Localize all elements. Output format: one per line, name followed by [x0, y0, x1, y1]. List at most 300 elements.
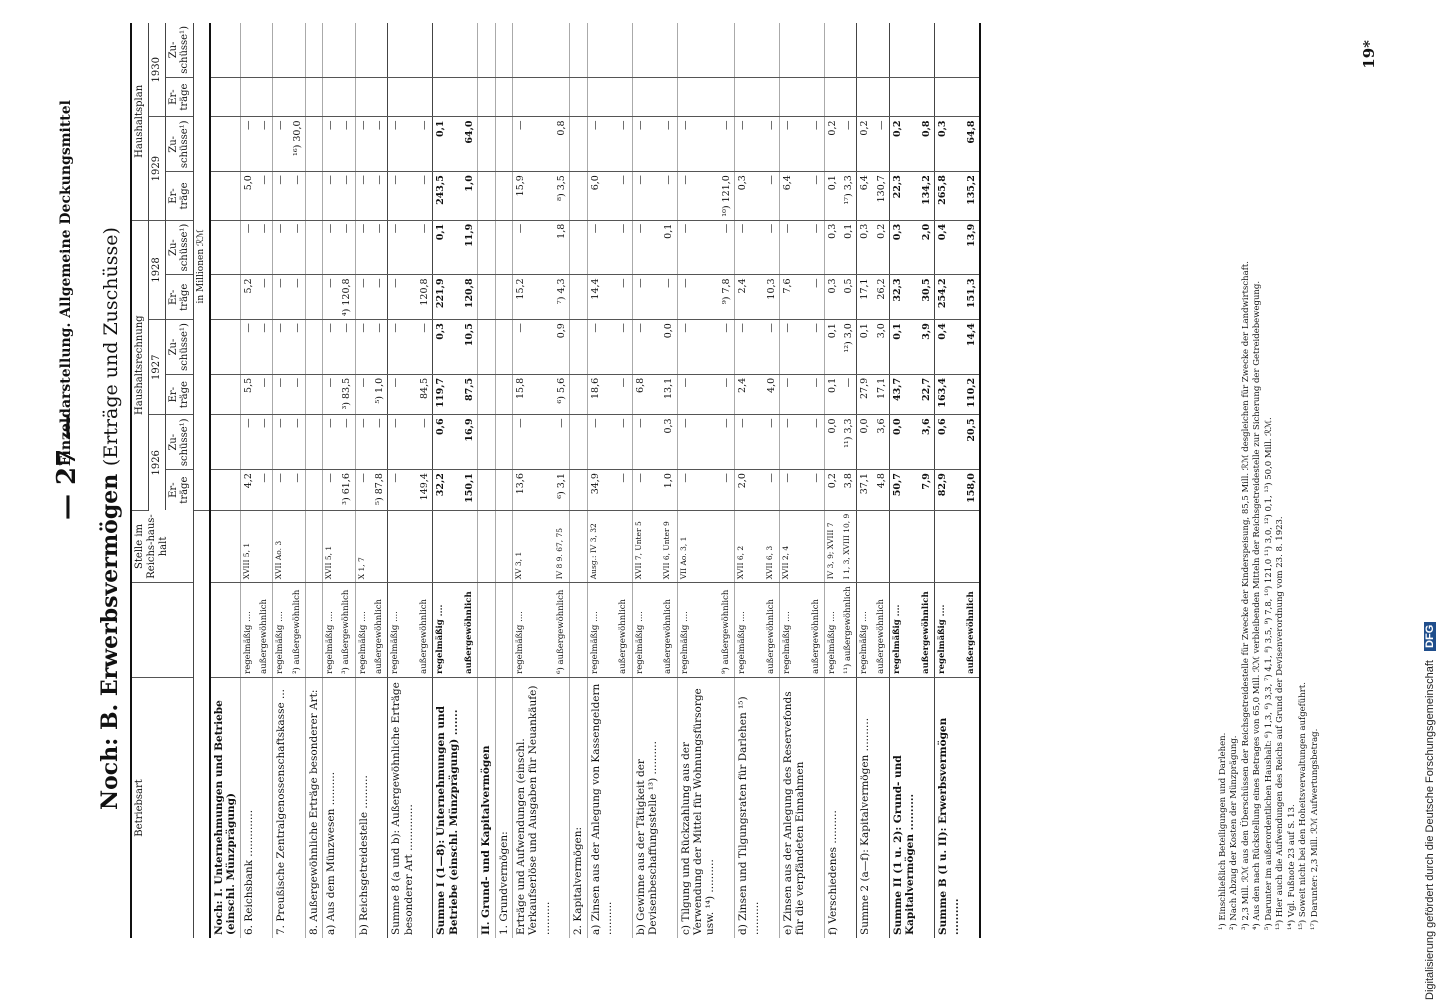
value-cell	[257, 23, 273, 77]
row-label	[339, 677, 355, 938]
value-cell: 0,4	[934, 220, 963, 275]
value-cell: —	[719, 374, 735, 415]
col-zuschuesse-1926: Zu-schüsse¹)	[165, 415, 194, 470]
value-cell: 0,1	[824, 374, 841, 415]
table-row	[841, 23, 857, 938]
value-cell	[809, 77, 825, 117]
value-cell: 0,3	[857, 220, 874, 275]
value-cell: 120,8	[417, 275, 433, 320]
value-cell	[478, 220, 495, 275]
value-cell: 5,2	[240, 275, 257, 320]
value-cell	[632, 77, 661, 117]
value-cell: —	[734, 117, 763, 172]
value-cell: 37,1	[857, 470, 874, 511]
col-year-1928: 1928	[148, 220, 165, 319]
value-cell: —	[323, 374, 340, 415]
value-cell: 13,1	[661, 374, 677, 415]
value-cell: 0,1	[661, 220, 677, 275]
col-year-1930: 1930	[148, 23, 165, 117]
row-label	[554, 677, 570, 938]
value-cell: 2,4	[734, 374, 763, 415]
value-cell	[478, 23, 495, 77]
row-ref: Ausg.: IV 3, 32	[587, 510, 616, 583]
value-cell: —	[372, 415, 388, 470]
value-cell	[824, 23, 841, 77]
col-zuschuesse-1928: Zu-schüsse¹)	[165, 220, 194, 275]
value-cell: 6,4	[779, 172, 808, 221]
row-ref	[889, 510, 918, 583]
col-zuschuesse-1930: Zu-schüsse¹)	[165, 23, 194, 77]
value-cell: —	[734, 220, 763, 275]
value-cell	[210, 470, 240, 511]
value-cell: 32,2	[433, 470, 462, 511]
row-label	[257, 677, 273, 938]
value-cell	[764, 77, 780, 117]
value-cell	[857, 77, 874, 117]
value-cell	[495, 172, 512, 221]
value-cell: 34,9	[587, 470, 616, 511]
value-cell: —	[339, 220, 355, 275]
page-header	[52, 30, 92, 820]
value-cell: 11,9	[462, 220, 478, 275]
value-cell: —	[719, 470, 735, 511]
row-label	[874, 677, 890, 938]
value-cell	[462, 77, 478, 117]
value-cell: —	[632, 275, 661, 320]
value-cell: 4,0	[764, 374, 780, 415]
value-cell: —	[273, 220, 290, 275]
value-cell	[305, 77, 322, 117]
value-cell: 26,2	[874, 275, 890, 320]
row-kind	[570, 583, 587, 678]
value-cell	[210, 275, 240, 320]
value-cell: —	[355, 320, 372, 375]
row-kind: ³) außergewöhnlich	[339, 583, 355, 678]
row-label: b) Gewinne aus der Tätigkeit der Devisenbeschaffungsstelle ¹³) ..........	[632, 677, 661, 938]
value-cell: —	[779, 470, 808, 511]
col-ertraege-1929: Er-träge	[165, 172, 194, 221]
row-ref	[388, 510, 417, 583]
value-cell: 254,2	[934, 275, 963, 320]
value-cell: —	[587, 320, 616, 375]
value-cell: —	[355, 470, 372, 511]
row-ref: XV 3, 1	[512, 510, 554, 583]
value-cell: —	[417, 220, 433, 275]
value-cell: —	[512, 220, 554, 275]
value-cell: —	[355, 172, 372, 221]
value-cell: 0,0	[857, 415, 874, 470]
value-cell: —	[290, 172, 306, 221]
value-cell: —	[874, 117, 890, 172]
row-label	[919, 677, 935, 938]
value-cell: —	[290, 415, 306, 470]
value-cell: 0,1	[841, 220, 857, 275]
row-ref	[417, 510, 433, 583]
value-cell	[305, 415, 322, 470]
value-cell: 0,0	[889, 415, 918, 470]
table-row	[388, 23, 417, 938]
value-cell	[305, 172, 322, 221]
value-cell	[779, 23, 808, 77]
row-kind: regelmäßig ....	[355, 583, 372, 678]
value-cell: —	[616, 470, 632, 511]
value-cell: ⁶) 3,1	[554, 470, 570, 511]
value-cell: ¹⁷) 3,3	[841, 172, 857, 221]
value-cell: —	[323, 117, 340, 172]
value-cell: —	[632, 220, 661, 275]
row-label: Noch: I. Unternehmungen und Betriebe (einschl. Münzprägung)	[212, 700, 238, 935]
value-cell: 0,1	[433, 220, 462, 275]
value-cell: —	[257, 220, 273, 275]
col-stelle: Stelle im Reichs-haus-halt	[131, 510, 194, 583]
footnote: ⁴) Aus den nach Rückstellung eines Betrages von 65,0 Mill. ℛℳ verbleibenden Mitteln der Reichsgetreidestelle zur Sicherung der Getreidebewegung.	[1252, 280, 1263, 930]
value-cell	[240, 23, 257, 77]
value-cell	[809, 23, 825, 77]
value-cell: 6,8	[632, 374, 661, 415]
row-kind: regelmäßig ....	[323, 583, 340, 678]
table-row	[570, 23, 587, 938]
value-cell: 13,6	[512, 470, 554, 511]
value-cell: —	[779, 220, 808, 275]
value-cell: 0,6	[934, 415, 963, 470]
value-cell	[677, 23, 719, 77]
value-cell	[478, 470, 495, 511]
row-kind: außergewöhnlich	[616, 583, 632, 678]
row-ref	[719, 510, 735, 583]
value-cell	[661, 23, 677, 77]
value-cell	[934, 77, 963, 117]
value-cell	[305, 275, 322, 320]
value-cell	[889, 77, 918, 117]
value-cell: 22,7	[919, 374, 935, 415]
col-kind	[131, 583, 194, 678]
value-cell	[734, 77, 763, 117]
value-cell	[587, 77, 616, 117]
table-row	[661, 23, 677, 938]
value-cell: —	[323, 415, 340, 470]
value-cell: 18,6	[587, 374, 616, 415]
value-cell	[495, 374, 512, 415]
table-row	[764, 23, 780, 938]
value-cell	[240, 77, 257, 117]
value-cell: ⁴) 120,8	[339, 275, 355, 320]
value-cell: —	[290, 275, 306, 320]
value-cell: 13,9	[964, 220, 980, 275]
table-row	[433, 23, 462, 938]
table-row	[779, 23, 808, 938]
value-cell: 150,1	[462, 470, 478, 511]
row-kind: regelmäßig ....	[512, 583, 554, 678]
value-cell: 82,9	[934, 470, 963, 511]
value-cell: —	[809, 374, 825, 415]
value-cell: 1,0	[661, 470, 677, 511]
col-year-1927: 1927	[148, 320, 165, 415]
value-cell: —	[355, 220, 372, 275]
value-cell: 130,7	[874, 172, 890, 221]
value-cell	[210, 23, 240, 77]
row-kind: regelmäßig ....	[889, 583, 918, 678]
value-cell	[964, 23, 980, 77]
value-cell	[478, 117, 495, 172]
value-cell	[478, 77, 495, 117]
row-ref	[964, 510, 980, 583]
value-cell: ⁸) 3,5	[554, 172, 570, 221]
value-cell: —	[257, 415, 273, 470]
value-cell: ⁵) 87,8	[372, 470, 388, 511]
value-cell: 243,5	[433, 172, 462, 221]
value-cell	[632, 23, 661, 77]
value-cell: 6,0	[587, 172, 616, 221]
value-cell: —	[764, 172, 780, 221]
value-cell	[919, 23, 935, 77]
value-cell	[210, 172, 240, 221]
table-row	[889, 23, 918, 938]
value-cell: 0,5	[841, 275, 857, 320]
value-cell	[964, 77, 980, 117]
value-cell: —	[372, 220, 388, 275]
value-cell	[570, 172, 587, 221]
value-cell: —	[632, 172, 661, 221]
row-ref: XVII Ao. 3	[273, 510, 290, 583]
value-cell: —	[616, 415, 632, 470]
value-cell: —	[355, 117, 372, 172]
row-ref	[919, 510, 935, 583]
value-cell	[616, 77, 632, 117]
col-year-1926: 1926	[148, 415, 165, 510]
value-cell	[554, 23, 570, 77]
row-label: Summe 2 (a—f): Kapitalvermögen ..........	[857, 677, 874, 938]
value-cell	[587, 23, 616, 77]
value-cell: —	[372, 117, 388, 172]
value-cell: —	[240, 220, 257, 275]
col-betriebsart: Betriebsart	[131, 677, 194, 938]
value-cell: —	[779, 320, 808, 375]
table-row	[734, 23, 763, 938]
value-cell: —	[417, 320, 433, 375]
value-cell	[570, 275, 587, 320]
col-year-1929: 1929	[148, 117, 165, 220]
value-cell	[734, 23, 763, 77]
value-cell	[841, 77, 857, 117]
value-cell: 110,2	[964, 374, 980, 415]
value-cell: 3,9	[919, 320, 935, 375]
page-number: — 27 —	[52, 413, 82, 520]
value-cell: —	[355, 415, 372, 470]
value-cell	[305, 374, 322, 415]
row-label	[616, 677, 632, 938]
row-ref	[809, 510, 825, 583]
value-cell: 0,2	[824, 470, 841, 511]
value-cell: 221,9	[433, 275, 462, 320]
value-cell: 84,5	[417, 374, 433, 415]
value-cell: —	[764, 117, 780, 172]
value-cell: —	[734, 320, 763, 375]
row-kind	[305, 583, 322, 678]
value-cell: —	[764, 320, 780, 375]
value-cell: 0,3	[934, 117, 963, 172]
value-cell: 43,7	[889, 374, 918, 415]
value-cell	[305, 220, 322, 275]
table-row	[462, 23, 478, 938]
row-kind: außergewöhnlich	[661, 583, 677, 678]
value-cell: 15,2	[512, 275, 554, 320]
value-cell: ¹⁶) 30,0	[290, 117, 306, 172]
row-label: 8. Außergewöhnliche Erträge besonderer Art:	[305, 677, 322, 938]
row-ref: I 1, 3, XVIII 10, 9	[841, 510, 857, 583]
value-cell: —	[587, 415, 616, 470]
value-cell: —	[240, 117, 257, 172]
value-cell	[388, 23, 417, 77]
value-cell: —	[587, 220, 616, 275]
value-cell: 16,9	[462, 415, 478, 470]
value-cell	[495, 320, 512, 375]
table-row	[355, 23, 372, 938]
row-ref: XVII 5, 1	[323, 510, 340, 583]
value-cell: ¹²) 3,0	[841, 320, 857, 375]
value-cell: —	[677, 320, 719, 375]
value-cell: 2,0	[919, 220, 935, 275]
table-row	[809, 23, 825, 938]
value-cell	[495, 470, 512, 511]
row-kind: regelmäßig ....	[632, 583, 661, 678]
table-row	[874, 23, 890, 938]
units-spacer	[194, 510, 210, 938]
value-cell: 0,2	[824, 117, 841, 172]
value-cell: 0,0	[661, 320, 677, 375]
value-cell	[570, 415, 587, 470]
table-row	[512, 23, 554, 938]
digitization-text: Digitalisierung gefördert durch die Deutsche Forschungsgemeinschaft	[1424, 660, 1436, 1000]
value-cell	[495, 23, 512, 77]
row-label: Summe II (1 u. 2): Grund- und Kapitalvermögen ..........	[889, 677, 918, 938]
value-cell: 17,1	[857, 275, 874, 320]
value-cell: —	[554, 415, 570, 470]
digitization-credit	[1424, 622, 1436, 1000]
row-label	[462, 677, 478, 938]
value-cell	[305, 23, 322, 77]
value-cell	[677, 77, 719, 117]
row-label	[290, 677, 306, 938]
value-cell	[257, 77, 273, 117]
section-title: Einzeldarstellung. Allgemeine Deckungsmittel	[58, 100, 74, 467]
col-ertraege-1930: Er-träge	[165, 77, 194, 117]
row-kind: regelmäßig ....	[587, 583, 616, 678]
value-cell	[841, 23, 857, 77]
row-ref	[874, 510, 890, 583]
value-cell: —	[661, 117, 677, 172]
value-cell: ⁷) 4,3	[554, 275, 570, 320]
row-ref	[257, 510, 273, 583]
value-cell: —	[587, 117, 616, 172]
value-cell: —	[273, 275, 290, 320]
value-cell	[433, 23, 462, 77]
value-cell	[719, 23, 735, 77]
value-cell: 14,4	[587, 275, 616, 320]
value-cell: —	[616, 374, 632, 415]
value-cell: 0,1	[433, 117, 462, 172]
value-cell	[339, 77, 355, 117]
table-row	[290, 23, 306, 938]
row-kind: außergewöhnlich	[372, 583, 388, 678]
row-kind: regelmäßig ....	[824, 583, 841, 678]
value-cell: —	[323, 275, 340, 320]
value-cell	[388, 77, 417, 117]
value-cell: —	[719, 220, 735, 275]
row-label	[964, 677, 980, 938]
row-kind: regelmäßig ....	[388, 583, 417, 678]
row-kind: außergewöhnlich	[919, 583, 935, 678]
row-ref: XVII 7, Unter 5	[632, 510, 661, 583]
value-cell: 0,3	[824, 220, 841, 275]
value-cell: 7,9	[919, 470, 935, 511]
value-cell: 0,2	[874, 220, 890, 275]
value-cell: —	[512, 320, 554, 375]
value-cell: 119,7	[433, 374, 462, 415]
col-ertraege-1927: Er-träge	[165, 374, 194, 415]
value-cell: 3,8	[841, 470, 857, 511]
row-kind: außergewöhnlich	[874, 583, 890, 678]
value-cell	[616, 23, 632, 77]
row-ref: XVII 2, 4	[779, 510, 808, 583]
row-kind: regelmäßig ....	[779, 583, 808, 678]
table-row	[240, 23, 257, 938]
value-cell: 4,8	[874, 470, 890, 511]
table-title-main: Noch: B. Erwerbsvermögen	[97, 473, 123, 810]
value-cell: —	[240, 415, 257, 470]
value-cell: —	[273, 470, 290, 511]
row-kind: regelmäßig ....	[433, 583, 462, 678]
value-cell	[570, 374, 587, 415]
value-cell: 1,0	[462, 172, 478, 221]
value-cell	[305, 117, 322, 172]
value-cell: ¹¹) 3,3	[841, 415, 857, 470]
value-cell: —	[290, 320, 306, 375]
value-cell	[210, 320, 240, 375]
value-cell: —	[734, 415, 763, 470]
value-cell: 0,9	[554, 320, 570, 375]
value-cell: —	[388, 470, 417, 511]
value-cell	[305, 320, 322, 375]
value-cell: —	[257, 320, 273, 375]
value-cell	[478, 275, 495, 320]
value-cell: 64,0	[462, 117, 478, 172]
footnote: ¹⁷) Darunter: 2,3 Mill. ℛℳ Aufwertungsbetrag.	[1309, 728, 1320, 930]
row-label	[417, 677, 433, 938]
value-cell: —	[809, 470, 825, 511]
value-cell: —	[809, 320, 825, 375]
row-ref	[462, 510, 478, 583]
value-cell: —	[355, 374, 372, 415]
value-cell: 0,6	[433, 415, 462, 470]
row-ref	[495, 510, 512, 583]
table-row	[210, 23, 240, 938]
value-cell: —	[779, 415, 808, 470]
value-cell: ³) 61,6	[339, 470, 355, 511]
value-cell: —	[719, 117, 735, 172]
value-cell	[512, 77, 554, 117]
value-cell	[323, 23, 340, 77]
value-cell: —	[339, 117, 355, 172]
value-cell: —	[240, 320, 257, 375]
value-cell	[779, 77, 808, 117]
row-kind: außergewöhnlich	[964, 583, 980, 678]
table-row	[964, 23, 980, 938]
value-cell	[889, 23, 918, 77]
value-cell: 0,8	[554, 117, 570, 172]
value-cell	[323, 77, 340, 117]
row-ref: IV 3, 9; XVIII 7	[824, 510, 841, 583]
value-cell: 5,0	[240, 172, 257, 221]
